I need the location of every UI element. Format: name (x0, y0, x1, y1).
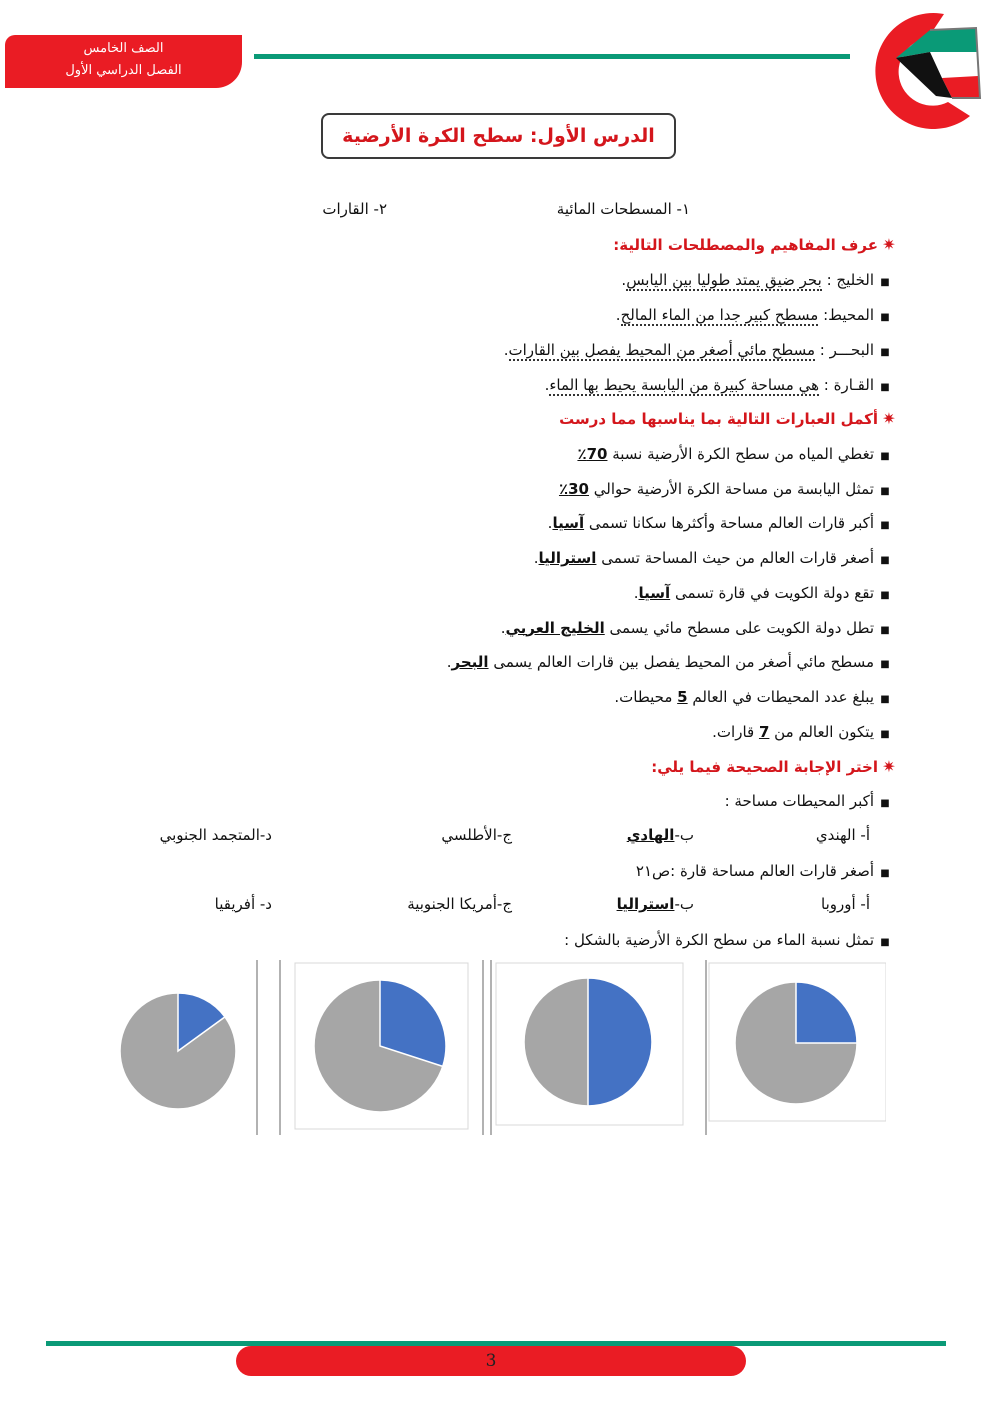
q2-answer: استراليا (616, 895, 675, 913)
bullet-icon: ■ (880, 693, 890, 705)
completion-item (614, 687, 896, 710)
definition-end: . (544, 376, 550, 394)
completion-end: قارات. (712, 722, 759, 741)
completion-text: تغطي المياه من سطح الكرة الأرضية نسبة (607, 445, 874, 463)
completion-end: . (533, 549, 539, 568)
star-icon: ✷ (882, 409, 896, 428)
completion-answer: 7 (758, 722, 770, 741)
completion-heading: ✷أكمل العبارات التالية بما يناسبها مما درست (559, 409, 900, 429)
bullet-icon: ■ (880, 520, 890, 532)
completion-item (634, 583, 896, 606)
chart-c-water-slice[interactable] (588, 978, 652, 1106)
completion-text: أكبر قارات العالم مساحة وأكثرها سكانا تسمى (584, 514, 874, 533)
definition-term: المحيط (828, 306, 874, 324)
completion-end: محيطات. (614, 687, 678, 706)
star-icon: ✷ (882, 757, 896, 776)
completion-item (548, 513, 896, 536)
completion-text: تمثل اليابسة من مساحة الكرة الأرضية حوالي (589, 479, 874, 498)
bullet-icon: ■ (880, 937, 890, 948)
definition-separator: : (821, 271, 837, 289)
completion-text: تقع دولة الكويت في قارة تسمى (670, 583, 874, 602)
completion-item (501, 618, 896, 641)
bullet-icon: ■ (880, 659, 890, 671)
q1-option-b[interactable]: ب-الهادي (626, 826, 694, 844)
topic-2: ٢- القارات (322, 200, 387, 218)
completion-text: يتكون العالم من (769, 722, 874, 741)
lesson-title: الدرس الأول: سطح الكرة الأرضية (321, 113, 676, 159)
bullet-icon: ■ (880, 485, 890, 497)
q1-option-d[interactable]: د-المتجمد الجنوبي (159, 826, 272, 844)
completion-answer: 30٪ (558, 479, 589, 498)
completion-text: أصغر قارات العالم من حيث المساحة تسمى (596, 549, 874, 568)
q1-option-a[interactable]: أ- الهندي (815, 826, 870, 844)
bullet-icon: ■ (880, 624, 890, 636)
completion-answer: 5 (677, 687, 688, 706)
completion-item (447, 652, 896, 675)
completion-item (534, 548, 896, 571)
page-number: 3 (485, 1351, 497, 1371)
header-badge (5, 35, 242, 88)
bullet-icon: ■ (880, 347, 890, 358)
chart-d-water-slice[interactable] (796, 982, 857, 1043)
q1-answer: الهادي (626, 826, 675, 844)
completion-item (712, 722, 896, 745)
definition-item (616, 305, 896, 328)
bullet-icon: ■ (880, 312, 890, 323)
completion-answer: 70٪ (577, 445, 608, 463)
definition-text: مسطح كبير جدا من الماء المالح (620, 306, 819, 324)
completion-answer: آسيا (638, 583, 671, 602)
completion-answer: البحر (451, 653, 489, 672)
bullet-icon: ■ (880, 382, 890, 393)
mcq-heading: ✷اختر الإجابة الصحيحة فيما يلي: (651, 757, 900, 777)
completion-item (559, 479, 896, 502)
definition-end: . (621, 271, 627, 289)
q2-option-a[interactable]: أ- أوروبا (821, 895, 870, 913)
definitions-heading: ✷عرف المفاهيم والمصطلحات التالية: (613, 235, 900, 255)
definition-text: هي مساحة كبيرة من اليابسة يحيط بها الماء (549, 376, 819, 394)
definition-separator: : (814, 341, 830, 359)
mcq-question-3: ■تمثل نسبة الماء من سطح الكرة الأرضية بالشكل : (564, 930, 896, 953)
mcq-question-2: ■أصغر قارات العالم مساحة قارة :ص٢١ (636, 861, 896, 884)
definition-text: مسطح مائي أصغر من المحيط يفصل بين القارات (508, 341, 815, 359)
definition-item (504, 340, 896, 363)
definition-term: الخليج (836, 271, 874, 289)
definition-term: البحـــر (829, 341, 874, 359)
q2-option-d[interactable]: د- أفريقيا (214, 895, 272, 913)
bullet-icon: ■ (880, 277, 890, 288)
bullet-icon: ■ (880, 451, 890, 462)
definition-text: بحر ضيق يمتد طوليا بين اليابس (626, 271, 822, 289)
completion-item (577, 444, 896, 467)
page-number-pill (236, 1346, 746, 1376)
mcq-question-1: ■أكبر المحيطات مساحة : (725, 791, 896, 814)
header-divider (254, 54, 850, 59)
completion-end: . (633, 583, 639, 602)
kuwait-map-logo (852, 6, 982, 131)
q2-option-c[interactable]: ج-أمريكا الجنوبية (407, 895, 512, 913)
definition-item (545, 375, 896, 398)
definition-separator: : (819, 376, 834, 394)
definition-end: . (615, 306, 621, 324)
bullet-icon: ■ (880, 728, 890, 740)
definition-term: القـارة (833, 376, 874, 394)
definition-end: . (503, 341, 509, 359)
completion-text: تطل دولة الكويت على مسطح مائي يسمى (604, 618, 874, 637)
definition-separator: : (818, 306, 829, 324)
semester-label: الفصل الدراسي الأول (65, 63, 182, 78)
q2-option-b[interactable]: ب-استراليا (616, 895, 694, 913)
completion-answer: آسيا (552, 514, 585, 533)
q1-option-c[interactable]: ج-الأطلسي (441, 826, 512, 844)
bullet-icon: ■ (880, 589, 890, 601)
completion-end: . (446, 653, 452, 672)
completion-text: مسطح مائي أصغر من المحيط يفصل بين قارات العالم يسمى (488, 653, 874, 672)
bullet-icon: ■ (880, 798, 890, 809)
star-icon: ✷ (882, 235, 896, 254)
completion-text: يبلغ عدد المحيطات في العالم (687, 687, 874, 706)
completion-answer: استراليا (538, 549, 597, 568)
grade-label: الصف الخامس (83, 41, 164, 56)
definition-item (621, 270, 896, 293)
bullet-icon: ■ (880, 555, 890, 567)
completion-answer: الخليج العربي (505, 618, 605, 637)
pie-charts (106, 960, 886, 1135)
topic-1: ١- المسطحات المائية (556, 200, 690, 218)
completion-end: . (500, 618, 506, 637)
completion-end: . (547, 514, 553, 533)
bullet-icon: ■ (880, 868, 890, 879)
